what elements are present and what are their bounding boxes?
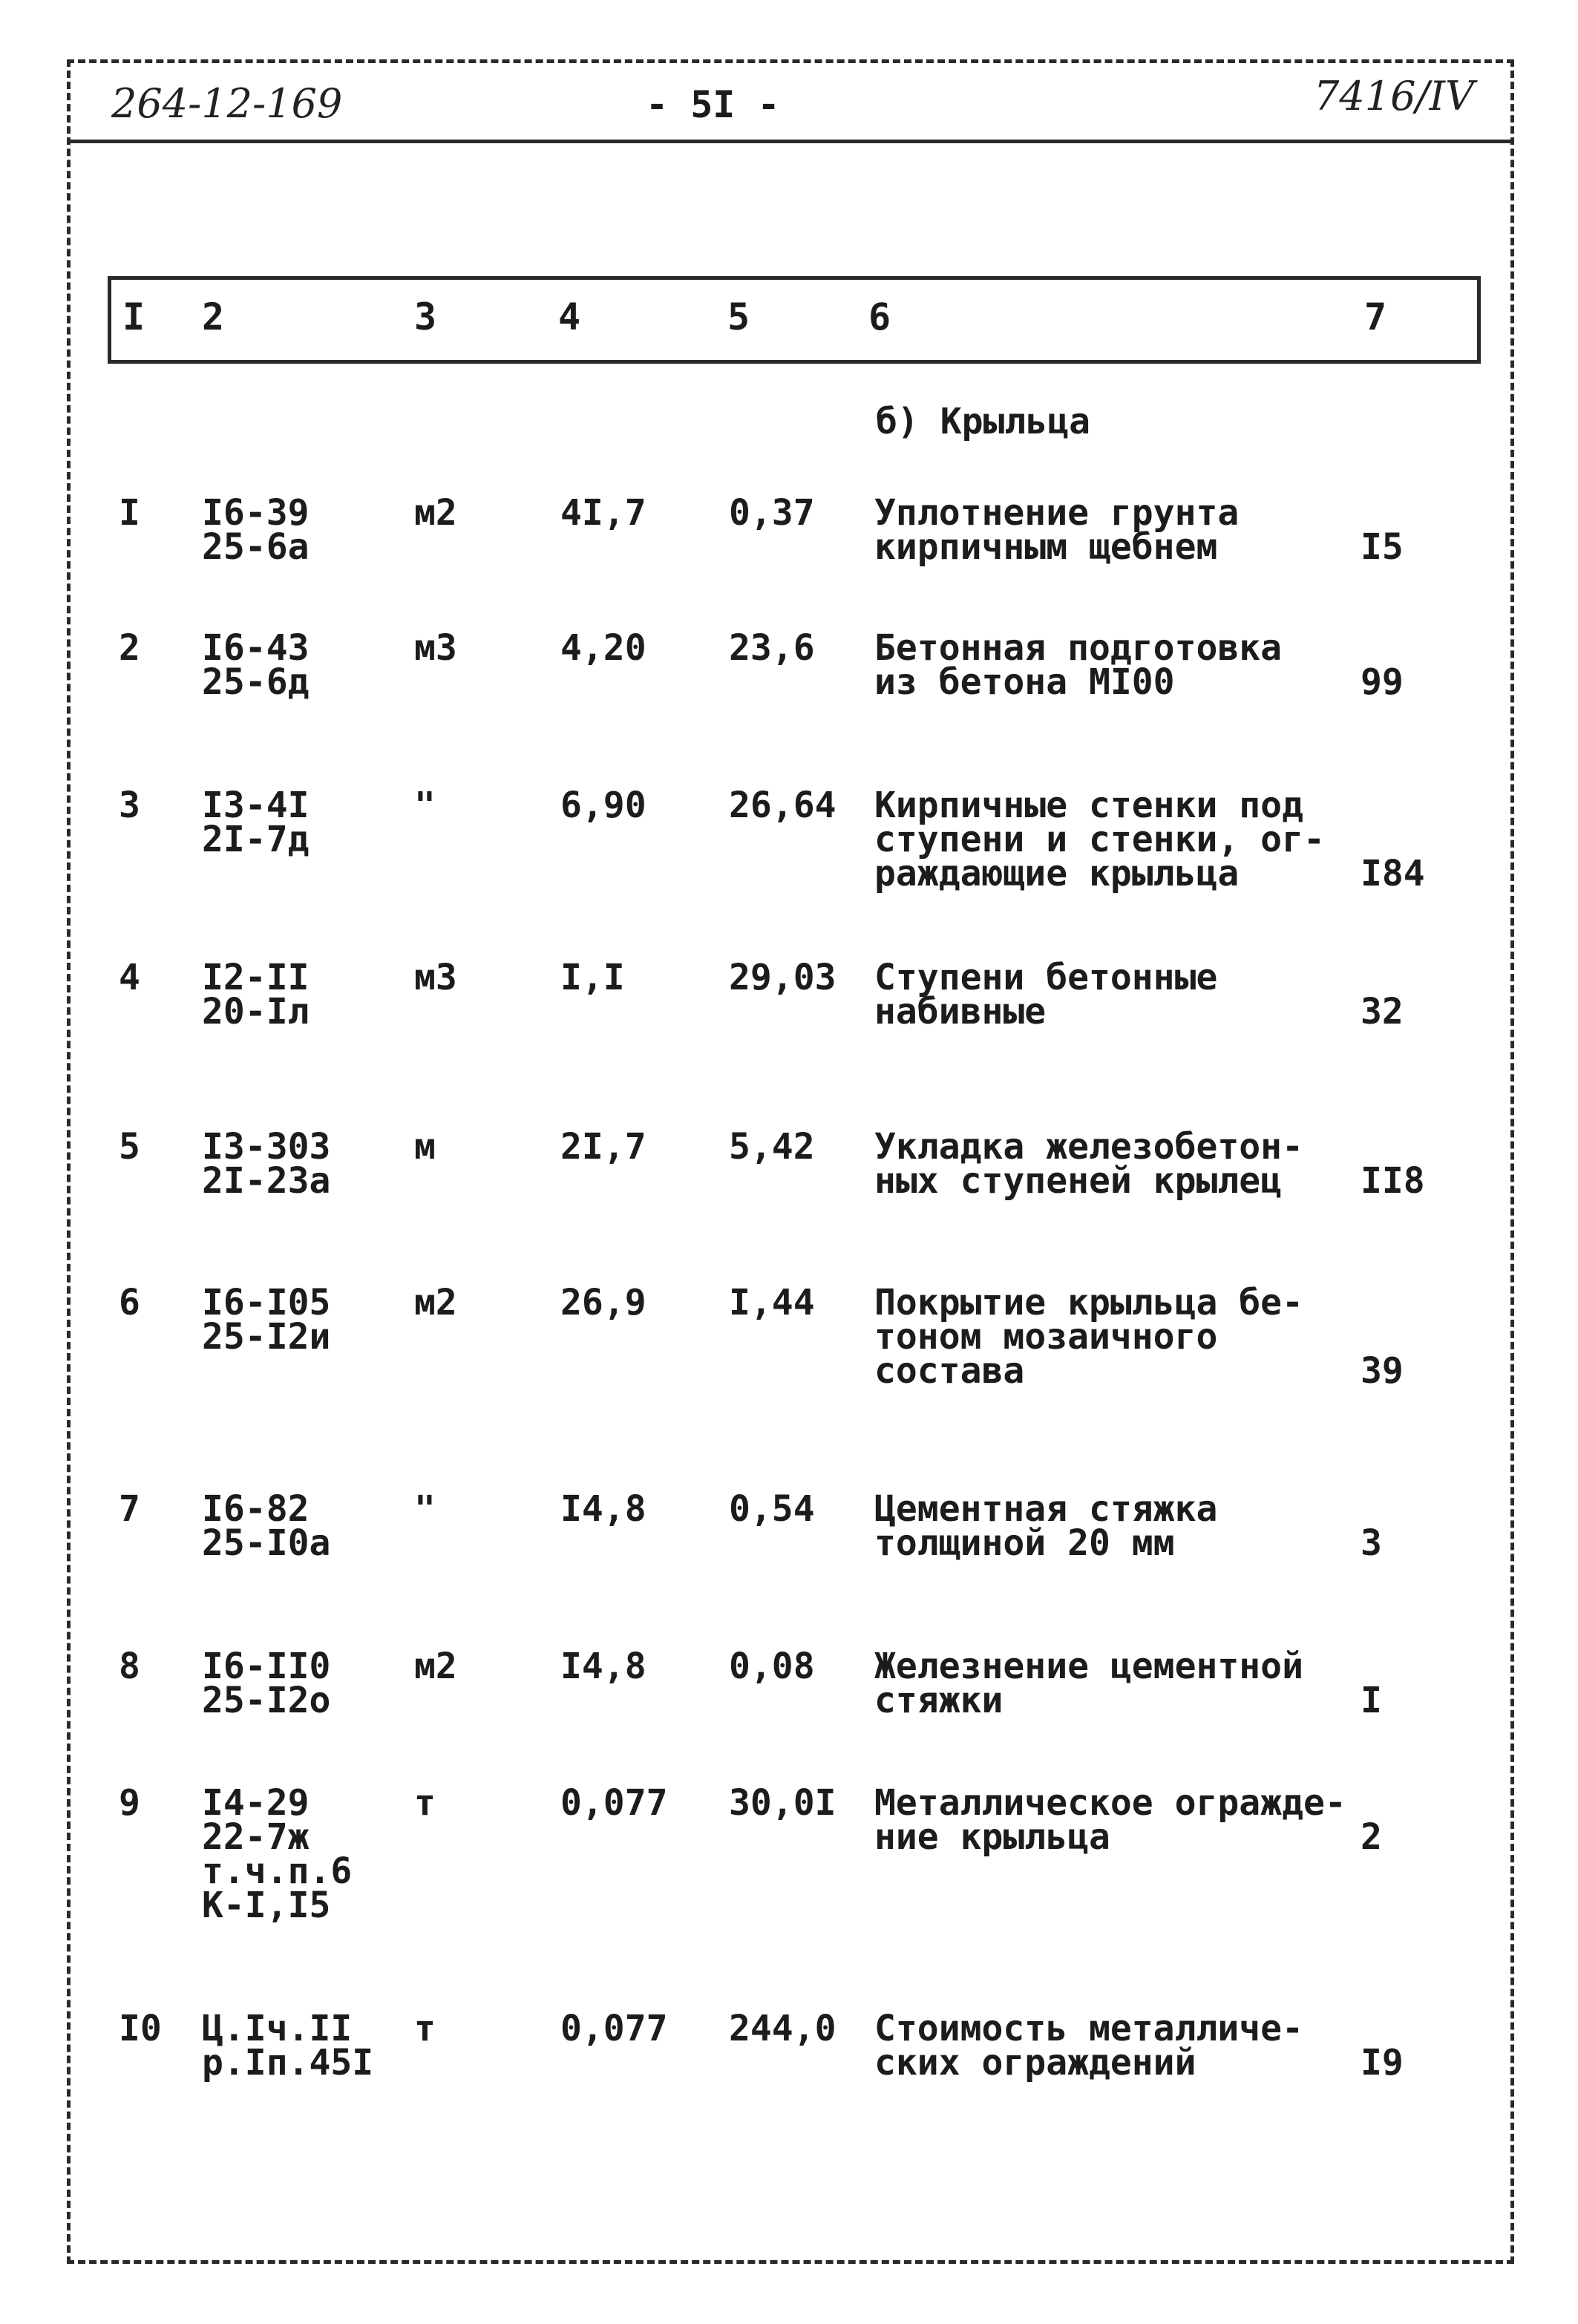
- cell-price: 0,08: [729, 1646, 815, 1687]
- cell-number: 9: [119, 1782, 140, 1824]
- column-header-4: 4: [558, 295, 581, 338]
- cell-description: Бетонная подготовка из бетона МI00: [874, 627, 1283, 703]
- cell-quantity: 2I,7: [560, 1126, 646, 1168]
- cell-number: 4: [119, 957, 140, 998]
- cell-unit: м2: [414, 1646, 457, 1687]
- cell-code: I6-II0 25-I2о: [202, 1646, 331, 1721]
- cell-number: 6: [119, 1282, 140, 1323]
- cell-description: Металлическое огражде- ние крыльца: [874, 1782, 1346, 1858]
- cell-code: I6-39 25-6а: [202, 492, 310, 568]
- column-header-box: [108, 276, 1481, 364]
- cell-number: 3: [119, 785, 140, 826]
- cell-total: 3: [1361, 1522, 1382, 1564]
- cell-total: I: [1361, 1680, 1382, 1721]
- cell-quantity: 26,9: [560, 1282, 646, 1323]
- column-header-1: I: [122, 295, 145, 338]
- cell-code: I3-4I 2I-7д: [202, 785, 310, 860]
- cell-total: 99: [1361, 661, 1404, 703]
- cell-quantity: I4,8: [560, 1488, 646, 1530]
- cell-unit: м3: [414, 627, 457, 669]
- cell-code: I2-II 20-Iл: [202, 957, 310, 1032]
- sheet-code: 7416/IV: [1314, 73, 1474, 120]
- cell-price: I,44: [729, 1282, 815, 1323]
- cell-unit: ": [414, 1488, 436, 1530]
- frame-left-border: [67, 59, 71, 2264]
- cell-quantity: 0,077: [560, 1782, 668, 1824]
- cell-number: 2: [119, 627, 140, 669]
- cell-unit: т: [414, 2008, 436, 2049]
- cell-code: Ц.Iч.II р.Iп.45I: [202, 2008, 374, 2084]
- cell-description: Железнение цементной стяжки: [874, 1646, 1303, 1721]
- cell-quantity: I4,8: [560, 1646, 646, 1687]
- cell-number: I0: [119, 2008, 162, 2049]
- cell-quantity: I,I: [560, 957, 625, 998]
- cell-number: 7: [119, 1488, 140, 1530]
- cell-price: 30,0I: [729, 1782, 837, 1824]
- cell-quantity: 0,077: [560, 2008, 668, 2049]
- cell-quantity: 4I,7: [560, 492, 646, 534]
- column-header-6: 6: [868, 295, 891, 338]
- frame-bottom-border: [67, 2260, 1514, 2264]
- cell-code: I6-82 25-I0а: [202, 1488, 331, 1564]
- cell-total: I84: [1361, 853, 1425, 894]
- page-number: - 5I -: [646, 83, 780, 126]
- cell-unit: т: [414, 1782, 436, 1824]
- cell-price: 244,0: [729, 2008, 837, 2049]
- cell-quantity: 4,20: [560, 627, 646, 669]
- cell-code: I3-303 2I-23а: [202, 1126, 331, 1202]
- cell-description: Уплотнение грунта кирпичным щебнем: [874, 492, 1240, 568]
- frame-top-border: [67, 59, 1514, 63]
- cell-number: I: [119, 492, 140, 534]
- frame-right-border: [1510, 59, 1514, 2264]
- cell-price: 0,37: [729, 492, 815, 534]
- cell-code: I4-29 22-7ж т.ч.п.6 К-I,I5: [202, 1782, 353, 1926]
- doc-code: 264-12-169: [111, 80, 343, 127]
- cell-price: 5,42: [729, 1126, 815, 1168]
- cell-price: 23,6: [729, 627, 815, 669]
- cell-number: 5: [119, 1126, 140, 1168]
- cell-quantity: 6,90: [560, 785, 646, 826]
- cell-code: I6-43 25-6д: [202, 627, 310, 703]
- cell-price: 26,64: [729, 785, 837, 826]
- cell-description: Цементная стяжка толщиной 20 мм: [874, 1488, 1218, 1564]
- cell-total: I5: [1361, 526, 1404, 568]
- cell-description: Кирпичные стенки под ступени и стенки, ог- раждающие крыльца: [874, 785, 1325, 894]
- cell-description: Покрытие крыльца бе- тоном мозаичного состава: [874, 1282, 1303, 1392]
- cell-description: Стоимость металличе- ских ограждений: [874, 2008, 1303, 2084]
- cell-total: 32: [1361, 991, 1404, 1032]
- cell-unit: м3: [414, 957, 457, 998]
- cell-total: I9: [1361, 2042, 1404, 2084]
- cell-price: 29,03: [729, 957, 837, 998]
- cell-description: Укладка железобетон- ных ступеней крылец: [874, 1126, 1303, 1202]
- cell-total: 39: [1361, 1350, 1404, 1392]
- column-header-7: 7: [1364, 295, 1387, 338]
- cell-code: I6-I05 25-I2и: [202, 1282, 331, 1358]
- cell-unit: м: [414, 1126, 436, 1168]
- cell-unit: ": [414, 785, 436, 826]
- cell-total: II8: [1361, 1160, 1425, 1202]
- cell-number: 8: [119, 1646, 140, 1687]
- header-rule: [67, 140, 1514, 143]
- cell-total: 2: [1361, 1816, 1382, 1858]
- column-header-5: 5: [727, 295, 750, 338]
- cell-unit: м2: [414, 492, 457, 534]
- section-title: б) Крыльца: [876, 401, 1090, 442]
- column-header-3: 3: [414, 295, 437, 338]
- cell-unit: м2: [414, 1282, 457, 1323]
- column-header-2: 2: [202, 295, 225, 338]
- cell-price: 0,54: [729, 1488, 815, 1530]
- cell-description: Ступени бетонные набивные: [874, 957, 1218, 1032]
